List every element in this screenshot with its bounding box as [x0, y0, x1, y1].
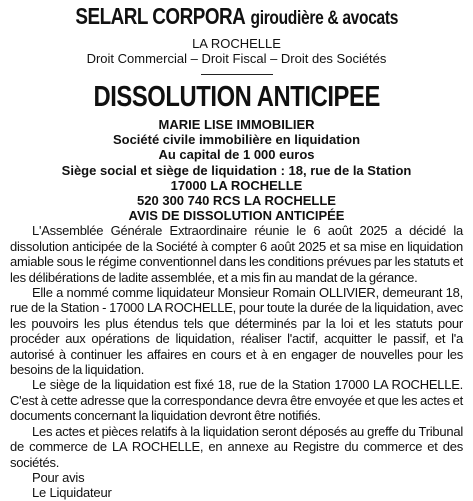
company-form: Société civile immobilière en liquidation — [112, 132, 361, 148]
notice-title: DISSOLUTION ANTICIPEE — [93, 81, 380, 113]
company-seat: Siège social et siège de liquidation : 18, rue de la Station — [61, 162, 412, 178]
divider — [201, 74, 273, 75]
firm-city: LA ROCHELLE — [192, 36, 281, 51]
notice-type: AVIS DE DISSOLUTION ANTICIPÉE — [128, 208, 345, 224]
firm-suffix: giroudière & avocats — [250, 8, 398, 29]
company-name: MARIE LISE IMMOBILIER — [158, 117, 315, 132]
closing-text: Pour avis — [32, 469, 85, 485]
signature-text: Le Liquidateur — [32, 485, 112, 501]
paragraph-seat: Le siège de la liquidation est fixé 18, rue de la Station 17000 LA ROCHELLE. C'est à cette adresse que la correspondance devra être envoyée et que les actes et documents concernant la liquidation devront être notifiés. — [10, 377, 463, 424]
company-capital: Au capital de 1 000 euros — [158, 147, 315, 163]
company-rcs: 520 300 740 RCS LA ROCHELLE — [137, 193, 336, 209]
company-city: 17000 LA ROCHELLE — [170, 177, 303, 193]
practice-areas: Droit Commercial – Droit Fiscal – Droit des Sociétés — [86, 51, 387, 66]
firm-name: SELARL CORPORA — [75, 3, 246, 29]
company-block — [10, 117, 463, 223]
notice-body — [10, 223, 463, 470]
firm-header — [10, 3, 463, 32]
paragraph-filing: Les actes et pièces relatifs à la liquidation seront déposés au greffe du Tribunal de commerce de LA ROCHELLE, en annexe au Registre du commerce et des sociétés. — [10, 423, 463, 470]
paragraph-dissolution: L'Assemblée Générale Extraordinaire réunie le 6 août 2025 a décidé la dissolution anticipée de la Société à compter 6 août 2025 et sa mise en liquidation amiable sous le régime conventionnel dans les conditions prévues par les statuts et les délibérations de ladite assemblée, et a mis fin au mandat de la gérance. — [10, 223, 463, 285]
paragraph-liquidator: Elle a nommé comme liquidateur Monsieur Romain OLLIVIER, demeurant 18, rue de la Station - 17000 LA ROCHELLE, pour toute la durée de la liquidation, avec les pouvoirs les plus étendus tels que déterminés par la loi et les statuts pour procéder aux opérations de liquidation, réaliser l'actif, acquitter le passif, et l'a autorisé à continuer les affaires en cours et à en engager de nouvelles pour les besoins de la liquidation. — [10, 285, 463, 378]
